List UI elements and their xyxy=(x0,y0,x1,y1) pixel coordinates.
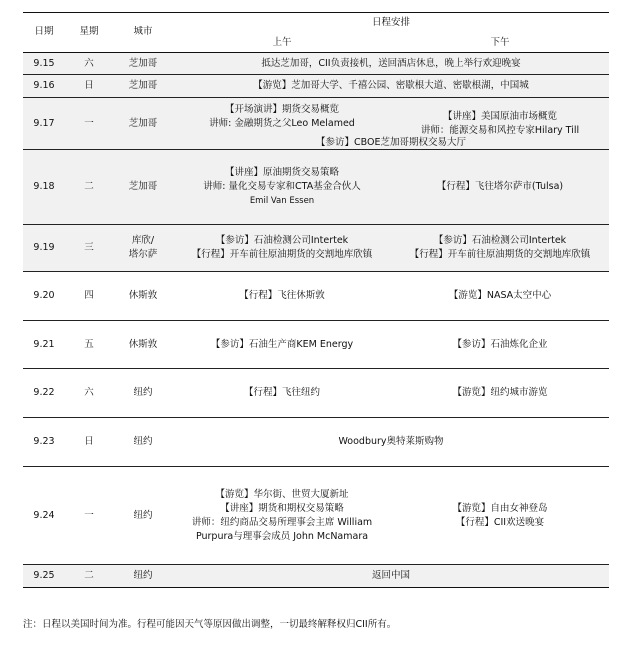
weekday-cell xyxy=(65,150,113,225)
weekday-cell xyxy=(65,98,113,150)
header-pm: 下午 xyxy=(490,37,510,48)
date-cell xyxy=(23,53,65,75)
pm-cell xyxy=(391,272,609,321)
am-cell-line: 【行程】开车前往原油期货的交割地库欣镇 xyxy=(191,249,373,260)
city-cell-line: 芝加哥 xyxy=(128,80,158,91)
pm-cell xyxy=(391,321,609,369)
am-cell-line: Emil Van Essen xyxy=(249,196,315,206)
date-cell-line: 9.19 xyxy=(33,242,55,253)
full-day-cell-line: 【游览】芝加哥大学、千禧公园、密歇根大道、密歇根湖，中国城 xyxy=(253,80,529,91)
schedule-table xyxy=(23,12,609,588)
city-cell-line: 芝加哥 xyxy=(128,57,158,69)
header-schedule: 日程安排 xyxy=(372,17,411,28)
city-cell-line: 纽约 xyxy=(133,436,153,447)
city-cell-line: 纽约 xyxy=(133,509,153,521)
am-cell-line: 【讲座】原油期货交易策略 xyxy=(224,167,339,178)
pm-cell xyxy=(391,150,609,225)
am-cell xyxy=(173,467,391,565)
date-cell xyxy=(23,321,65,369)
date-cell-line: 9.23 xyxy=(33,436,55,447)
date-cell xyxy=(23,369,65,418)
weekday-cell xyxy=(65,467,113,565)
pm-cell xyxy=(391,225,609,272)
am-cell xyxy=(173,225,391,272)
full-day-cell-line: 抵达芝加哥，CII负责接机，送回酒店休息，晚上举行欢迎晚宴 xyxy=(261,57,521,69)
weekday-cell-line: 二 xyxy=(84,570,94,581)
city-cell-line: 芝加哥 xyxy=(128,117,158,129)
pm-cell-line: 【参访】石油炼化企业 xyxy=(452,338,548,350)
table-row xyxy=(23,369,609,418)
weekday-cell-line: 五 xyxy=(84,338,94,350)
pm-cell-line: 【游览】自由女神登岛 xyxy=(452,502,548,514)
weekday-cell xyxy=(65,272,113,321)
extra-visit-line: 【参访】CBOE芝加哥期权交易大厅 xyxy=(316,136,466,148)
city-cell xyxy=(113,150,173,225)
date-cell xyxy=(23,225,65,272)
pm-cell-line: 讲师：能源交易和风控专家Hilary Till xyxy=(420,125,580,136)
full-day-cell xyxy=(173,75,609,98)
city-cell-line: 休斯敦 xyxy=(128,338,158,350)
header-weekday: 星期 xyxy=(79,26,99,37)
date-cell-line: 9.25 xyxy=(33,570,55,581)
city-cell xyxy=(113,53,173,75)
am-cell-line: 【开场演讲】期货交易概览 xyxy=(224,104,339,115)
table-row xyxy=(23,225,609,272)
pm-cell-line: 【游览】NASA太空中心 xyxy=(448,290,552,301)
am-cell xyxy=(173,150,391,225)
am-cell-line: 【游览】华尔街、世贸大厦新址 xyxy=(215,488,349,500)
date-cell xyxy=(23,418,65,467)
date-cell xyxy=(23,272,65,321)
header-date: 日期 xyxy=(34,26,54,37)
am-cell-line: 【行程】飞往纽约 xyxy=(243,387,320,398)
city-cell xyxy=(113,369,173,418)
city-cell xyxy=(113,467,173,565)
date-cell-line: 9.20 xyxy=(33,290,55,301)
date-cell xyxy=(23,150,65,225)
date-cell-line: 9.17 xyxy=(33,117,55,129)
pm-cell-line: 【游览】纽约城市游览 xyxy=(452,387,548,398)
weekday-cell-line: 四 xyxy=(84,290,94,301)
date-cell-line: 9.18 xyxy=(33,181,55,192)
full-day-cell xyxy=(173,565,609,588)
am-cell-line: 【参访】石油检测公司Intertek xyxy=(215,235,349,246)
date-cell-line: 9.15 xyxy=(33,57,55,69)
am-cell-line: 讲师：纽约商品交易所理事会主席 William xyxy=(191,516,373,528)
weekday-cell-line: 六 xyxy=(84,57,94,69)
date-cell xyxy=(23,75,65,98)
pm-cell xyxy=(391,467,609,565)
table-row xyxy=(23,75,609,98)
date-cell-line: 9.22 xyxy=(33,387,55,398)
full-day-cell-line: Woodbury奥特莱斯购物 xyxy=(338,436,444,447)
weekday-cell-line: 一 xyxy=(84,509,94,521)
city-cell-line: 塔尔萨 xyxy=(128,249,158,260)
header-am: 上午 xyxy=(272,37,292,48)
weekday-cell-line: 日 xyxy=(84,80,94,91)
city-cell xyxy=(113,321,173,369)
am-cell-line: 【讲座】期货和期权交易策略 xyxy=(220,502,344,514)
city-cell xyxy=(113,565,173,588)
weekday-cell xyxy=(65,418,113,467)
table-row xyxy=(23,272,609,321)
date-cell xyxy=(23,467,65,565)
am-cell-line: Purpura与理事会成员 John McNamara xyxy=(195,530,369,542)
weekday-cell-line: 六 xyxy=(84,387,94,398)
am-cell-line: 【行程】飞往休斯敦 xyxy=(239,290,325,301)
pm-cell-line: 【行程】开车前往原油期货的交割地库欣镇 xyxy=(409,249,591,260)
header-group-row xyxy=(23,12,609,34)
am-cell-line: 讲师: 金融期货之父Leo Melamed xyxy=(209,118,355,129)
date-cell xyxy=(23,98,65,150)
date-cell xyxy=(23,565,65,588)
am-cell xyxy=(173,272,391,321)
full-day-cell-line: 返回中国 xyxy=(372,570,411,581)
city-cell-line: 纽约 xyxy=(133,570,153,581)
city-cell-line: 库欣/ xyxy=(131,235,155,246)
weekday-cell-line: 日 xyxy=(84,436,94,447)
footnote: 注：日程以美国时间为准。行程可能因天气等原因做出调整，一切最终解释权归CII所有。 xyxy=(23,619,397,630)
weekday-cell xyxy=(65,565,113,588)
city-cell xyxy=(113,272,173,321)
am-cell-line: 【参访】石油生产商KEM Energy xyxy=(210,338,354,350)
date-cell-line: 9.16 xyxy=(33,80,55,91)
am-cell-line: 讲师: 量化交易专家和CTA基金合伙人 xyxy=(203,181,361,192)
pm-cell-line: 【行程】飞往塔尔萨市(Tulsa) xyxy=(436,181,564,192)
table-row xyxy=(23,53,609,75)
table-row xyxy=(23,467,609,565)
header-city: 城市 xyxy=(133,26,153,37)
city-cell-line: 休斯敦 xyxy=(128,290,158,301)
weekday-cell-line: 二 xyxy=(84,181,94,192)
city-cell-line: 纽约 xyxy=(133,387,153,398)
weekday-cell xyxy=(65,369,113,418)
weekday-cell xyxy=(65,53,113,75)
city-cell xyxy=(113,225,173,272)
table-row xyxy=(23,565,609,588)
table-row xyxy=(23,321,609,369)
city-cell xyxy=(113,98,173,150)
pm-cell xyxy=(391,369,609,418)
weekday-cell xyxy=(65,225,113,272)
pm-cell-line: 【讲座】美国原油市场概览 xyxy=(443,111,558,122)
am-cell xyxy=(173,321,391,369)
weekday-cell-line: 三 xyxy=(84,242,94,253)
date-cell-line: 9.24 xyxy=(33,509,55,521)
weekday-cell xyxy=(65,75,113,98)
city-cell-line: 芝加哥 xyxy=(128,181,158,192)
city-cell xyxy=(113,75,173,98)
table-row xyxy=(23,150,609,225)
pm-cell-line: 【行程】CII欢送晚宴 xyxy=(455,516,545,528)
weekday-cell xyxy=(65,321,113,369)
weekday-cell-line: 一 xyxy=(84,117,94,129)
table-row xyxy=(23,418,609,467)
city-cell xyxy=(113,418,173,467)
pm-cell-line: 【参访】石油检测公司Intertek xyxy=(433,235,567,246)
full-day-cell xyxy=(173,418,609,467)
date-cell-line: 9.21 xyxy=(33,338,55,350)
full-day-cell xyxy=(173,53,609,75)
am-cell xyxy=(173,369,391,418)
extra-visit-holder xyxy=(173,134,609,148)
